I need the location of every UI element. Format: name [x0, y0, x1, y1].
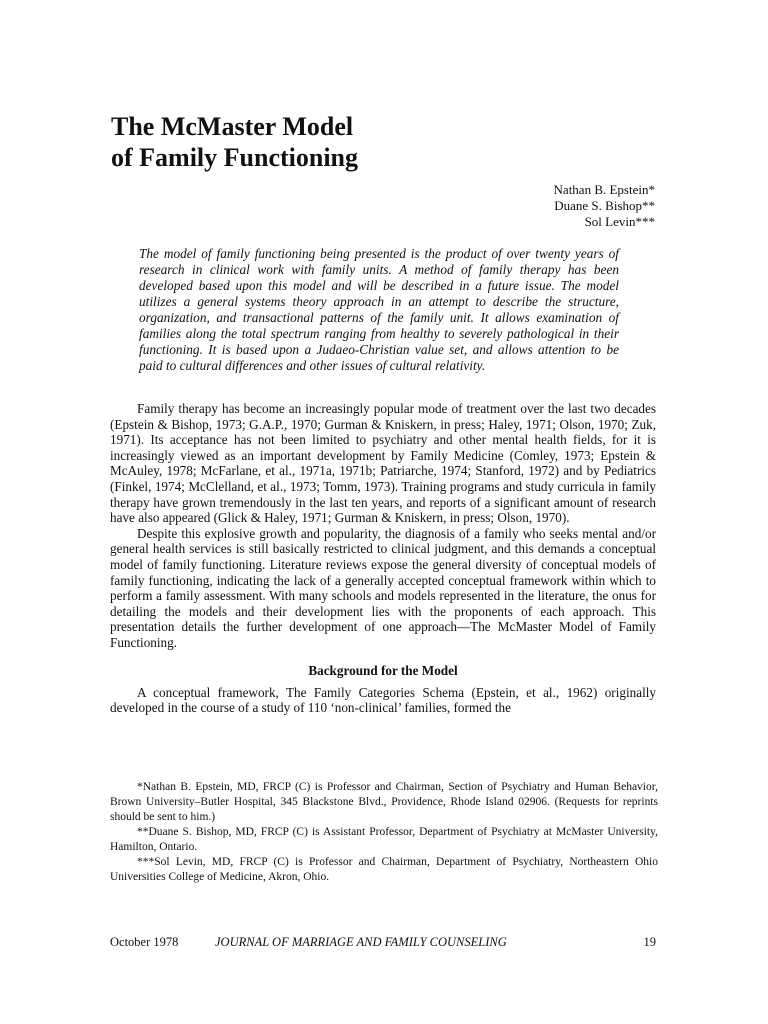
title-line-1: The McMaster Model: [111, 112, 354, 141]
article-body: [110, 401, 656, 716]
footnote: **Duane S. Bishop, MD, FRCP (C) is Assistant Professor, Department of Psychiatry at McMaster University, Hamilton, Ontario.: [110, 826, 658, 853]
body-paragraph: A conceptual framework, The Family Categories Schema (Epstein, et al., 1962) originally developed in the course of a study of 110 ‘non-clinical’ families, formed the: [110, 684, 656, 716]
abstract: The model of family functioning being presented is the product of over twenty years of research in clinical work with family units. A method of family therapy has been developed based upon this model and will be described in a future issue. The model utilizes a general systems theory approach in an attempt to describe the structure, organization, and transactional patterns of the family unit. It allows examination of families along the total spectrum ranging from healthy to severely pathological in their functioning. It is based upon a Judaeo-Christian value set, and allows attention to be paid to cultural differences and other issues of cultural relativity.: [139, 246, 619, 373]
journal-name: JOURNAL OF MARRIAGE AND FAMILY COUNSELING: [215, 935, 507, 949]
title-line-2: of Family Functioning: [111, 143, 359, 172]
footnote: *Nathan B. Epstein, MD, FRCP (C) is Professor and Chairman, Section of Psychiatry and Human Behavior, Brown University–Butler Hospital, 345 Blackstone Blvd., Providence, Rhode Island 02906. (Requests for reprints should be sent to him.): [110, 781, 658, 823]
author-name: Nathan B. Epstein*: [553, 182, 655, 197]
article-title: [111, 111, 358, 173]
body-paragraph: Despite this explosive growth and popularity, the diagnosis of a family who seeks mental and/or general health services is still basically restricted to clinical judgment, and this demands a conceptual model of family functioning. Literature reviews expose the general diversity of conceptual models of family functioning, indicating the lack of a generally accepted conceptual framework within which to perform a family assessment. With many schools and models represented in the literature, the onus for detailing the models and their development lies with the proponents of each approach. This presentation details the further development of one approach—The McMaster Model of Family Functioning.: [110, 525, 656, 650]
author-name: Duane S. Bishop**: [554, 198, 655, 213]
issue-date: October 1978: [110, 935, 179, 949]
author-list: [554, 182, 655, 230]
author-name: Sol Levin***: [584, 214, 655, 229]
footnotes: [110, 780, 658, 885]
body-paragraph: Family therapy has become an increasingly popular mode of treatment over the last two decades (Epstein & Bishop, 1973; G.A.P., 1970; Gurman & Kniskern, in press; Haley, 1971; Olson, 1970; Zuk, 1971). Its acceptance has not been limited to psychiatry and other mental health fields, for it is increasingly viewed as an important development by Family Medicine (Comley, 1973; Epstein & McAuley, 1978; McFarlane, et al., 1971a, 1971b; Patriarche, 1974; Stanford, 1972) and by Pediatrics (Finkel, 1974; McClelland, et al., 1973; Tomm, 1973). Training programs and study curricula in family therapy have grown tremendously in the last ten years, and reports of a significant amount of research have also appeared (Glick & Haley, 1971; Gurman & Kniskern, in press; Olson, 1970).: [110, 401, 656, 526]
page-number: 19: [643, 935, 656, 949]
footnote: ***Sol Levin, MD, FRCP (C) is Professor and Chairman, Department of Psychiatry, Northeastern Ohio Universities College of Medicine, Akron, Ohio.: [110, 856, 658, 883]
section-heading: Background for the Model: [308, 662, 458, 678]
